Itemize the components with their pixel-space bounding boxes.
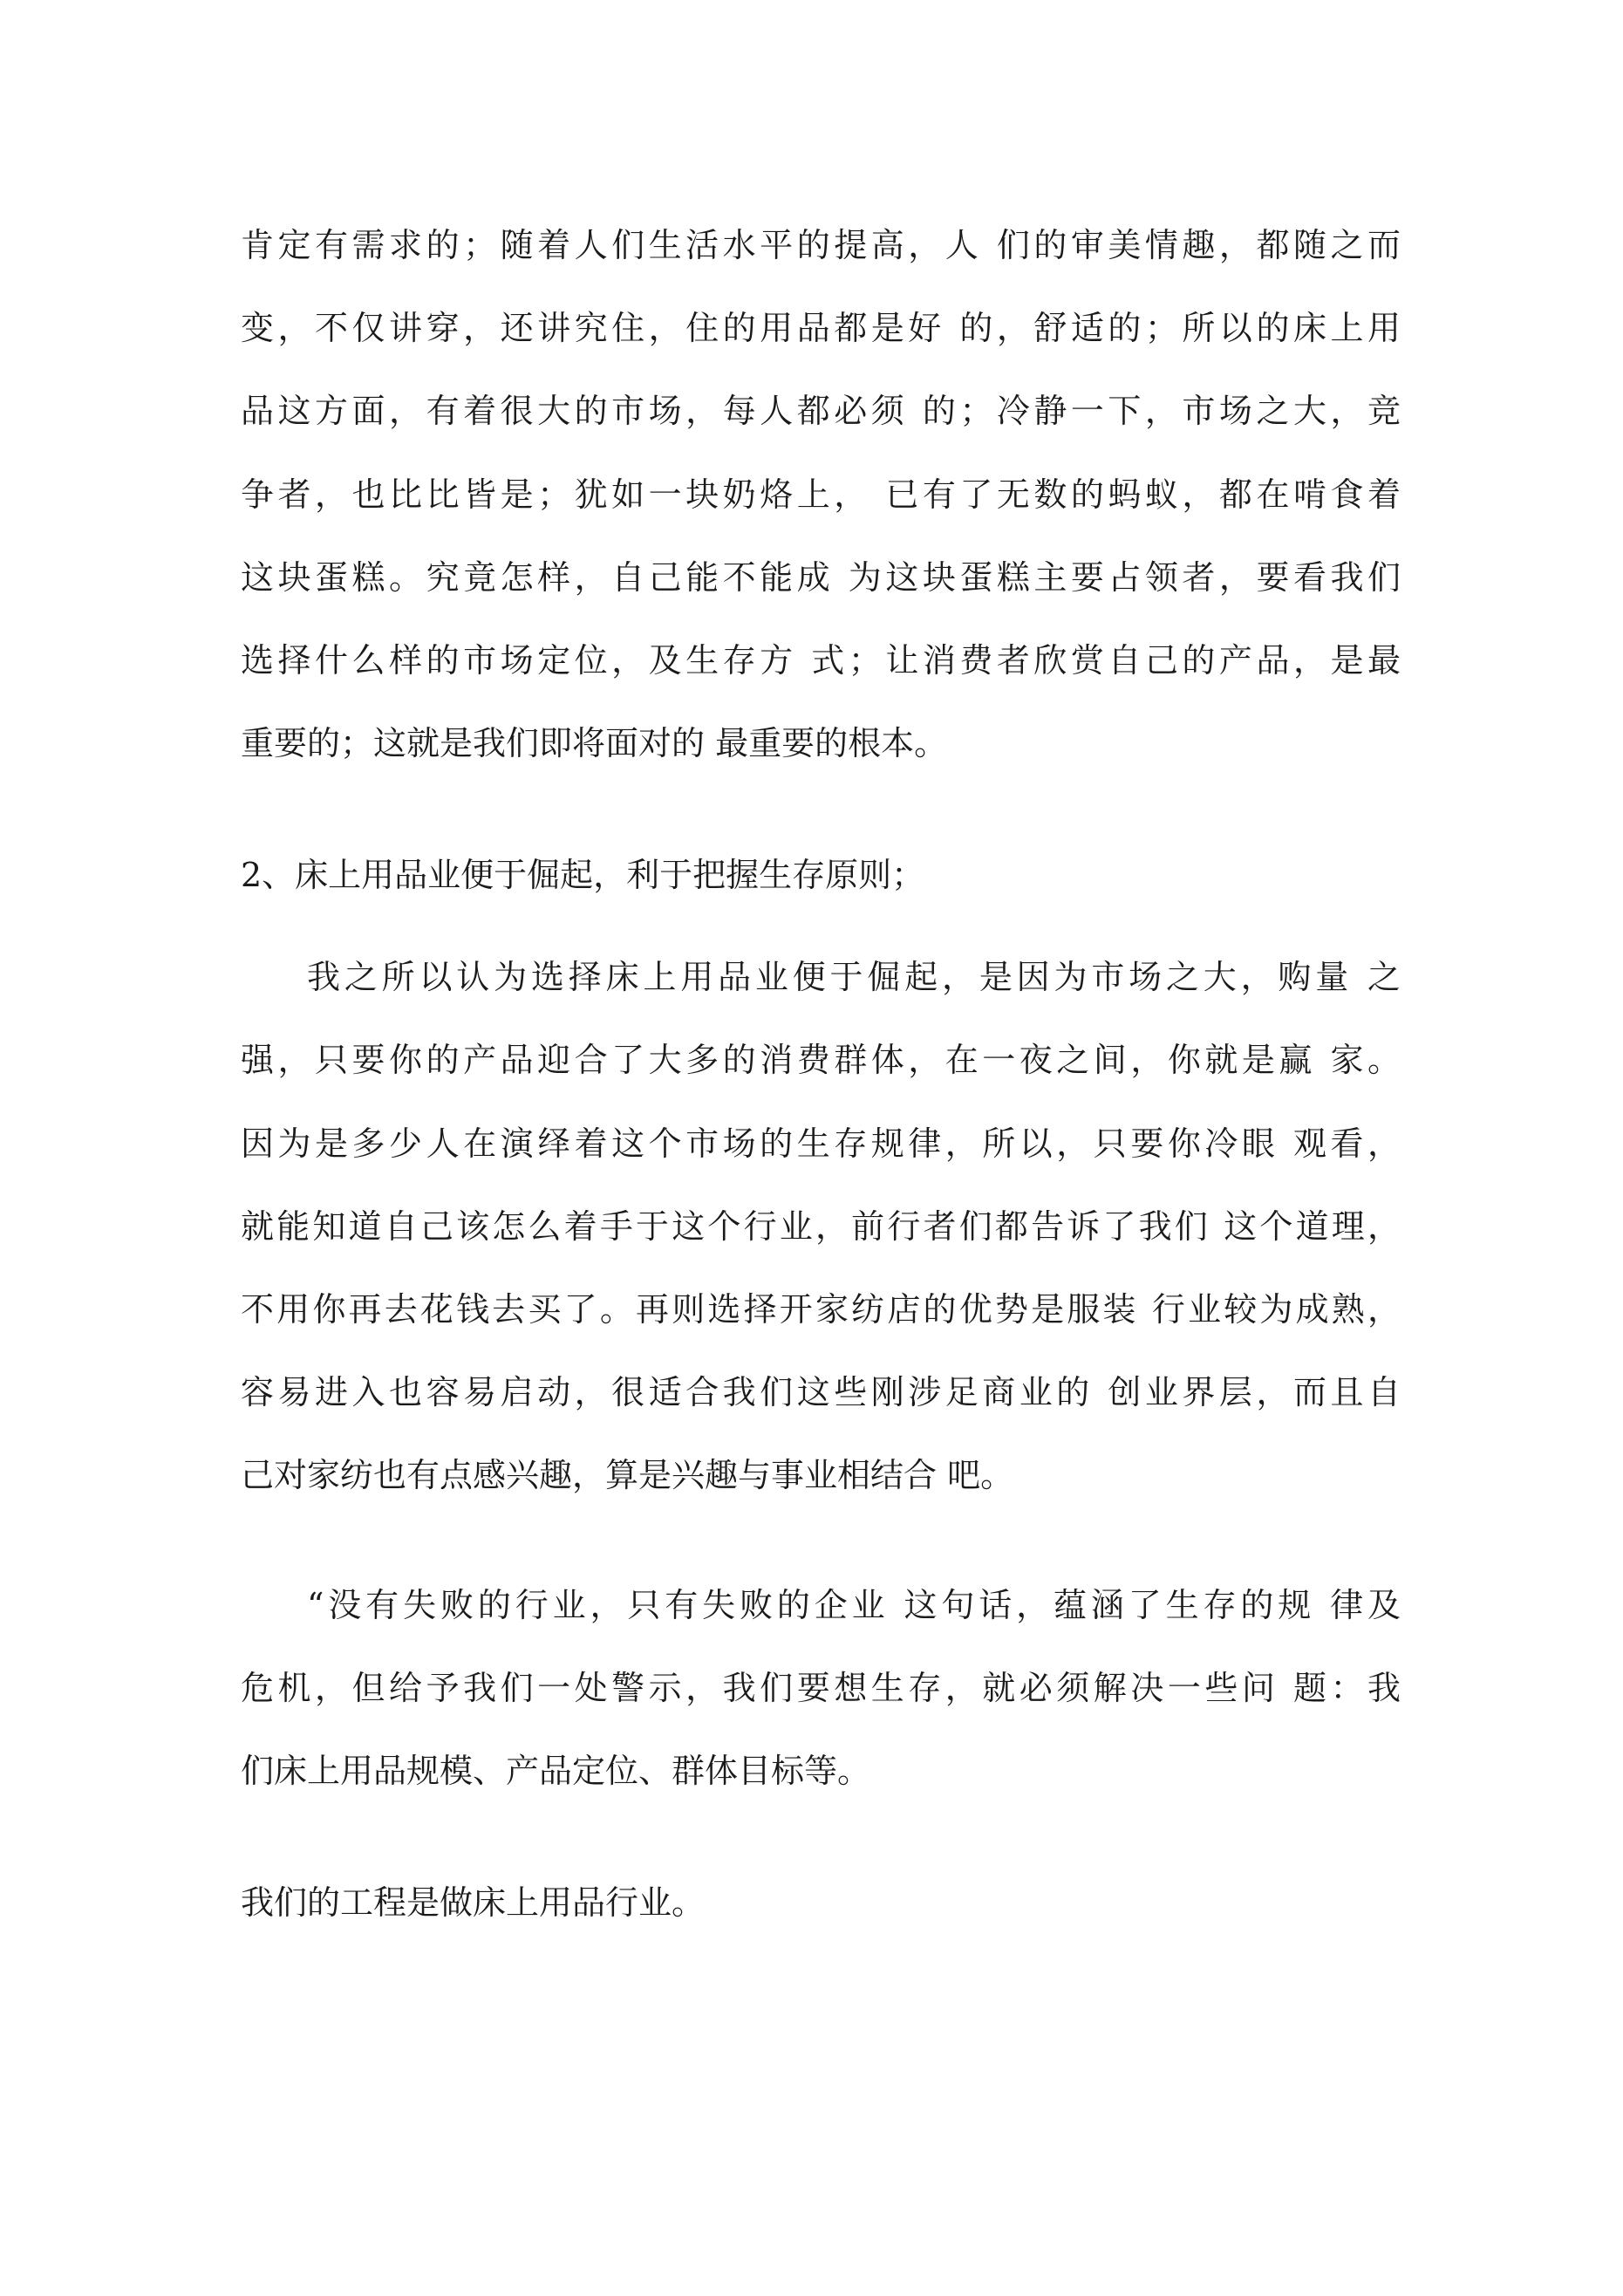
paragraph-3-line-2: 危机，但给予我们一处警示，我们要想生存，就必须解决一些问 题：我 (241, 1669, 1401, 1707)
paragraph-2-line-7: 己对家纺也有点感兴趣，算是兴趣与事业相结合 吧。 (241, 1456, 1014, 1494)
paragraph-2-line-5: 不用你再去花钱去买了。再则选择开家纺店的优势是服装 行业较为成熟， (241, 1290, 1401, 1329)
paragraph-2-line-3: 因为是多少人在演绎着这个市场的生存规律，所以，只要你冷眼 观看， (241, 1124, 1401, 1163)
paragraph-2-line-6: 容易进入也容易启动，很适合我们这些刚涉足商业的 创业界层，而且自 (241, 1373, 1401, 1411)
paragraph-1-line-3: 品这方面，有着很大的市场，每人都必须 的；冷静一下，市场之大，竞 (241, 392, 1401, 430)
paragraph-4-line-1: 我们的工程是做床上用品行业。 (241, 1883, 706, 1922)
section-heading-2: 2、床上用品业便于倔起，利于把握生存原则； (241, 856, 925, 894)
paragraph-2-line-4: 就能知道自己该怎么着手于这个行业，前行者们都告诉了我们 这个道理， (241, 1207, 1401, 1246)
paragraph-3-line-1: “没有失败的行业，只有失败的企业 这句话，蕴涵了生存的规 律及 (307, 1586, 1401, 1624)
paragraph-1-line-2: 变，不仅讲穿，还讲究住，住的用品都是好 的，舒适的；所以的床上用 (241, 309, 1401, 347)
paragraph-2-line-1: 我之所以认为选择床上用品业便于倔起，是因为市场之大，购量 之 (307, 958, 1401, 996)
paragraph-1-line-1: 肯定有需求的；随着人们生活水平的提高，人 们的审美情趣，都随之而 (241, 226, 1401, 264)
paragraph-1-line-7: 重要的；这就是我们即将面对的 最重要的根本。 (241, 724, 948, 762)
paragraph-1-line-5: 这块蛋糕。究竟怎样，自己能不能成 为这块蛋糕主要占领者，要看我们 (241, 558, 1401, 597)
paragraph-1-line-4: 争者，也比比皆是；犹如一块奶烙上， 已有了无数的蚂蚁，都在啃食着 (241, 475, 1401, 514)
paragraph-2-line-2: 强，只要你的产品迎合了大多的消费群体，在一夜之间，你就是赢 家。 (241, 1041, 1401, 1079)
paragraph-1-line-6: 选择什么样的市场定位，及生存方 式；让消费者欣赏自己的产品，是最 (241, 641, 1401, 680)
paragraph-3-line-3: 们床上用品规模、产品定位、群体目标等。 (241, 1752, 871, 1790)
